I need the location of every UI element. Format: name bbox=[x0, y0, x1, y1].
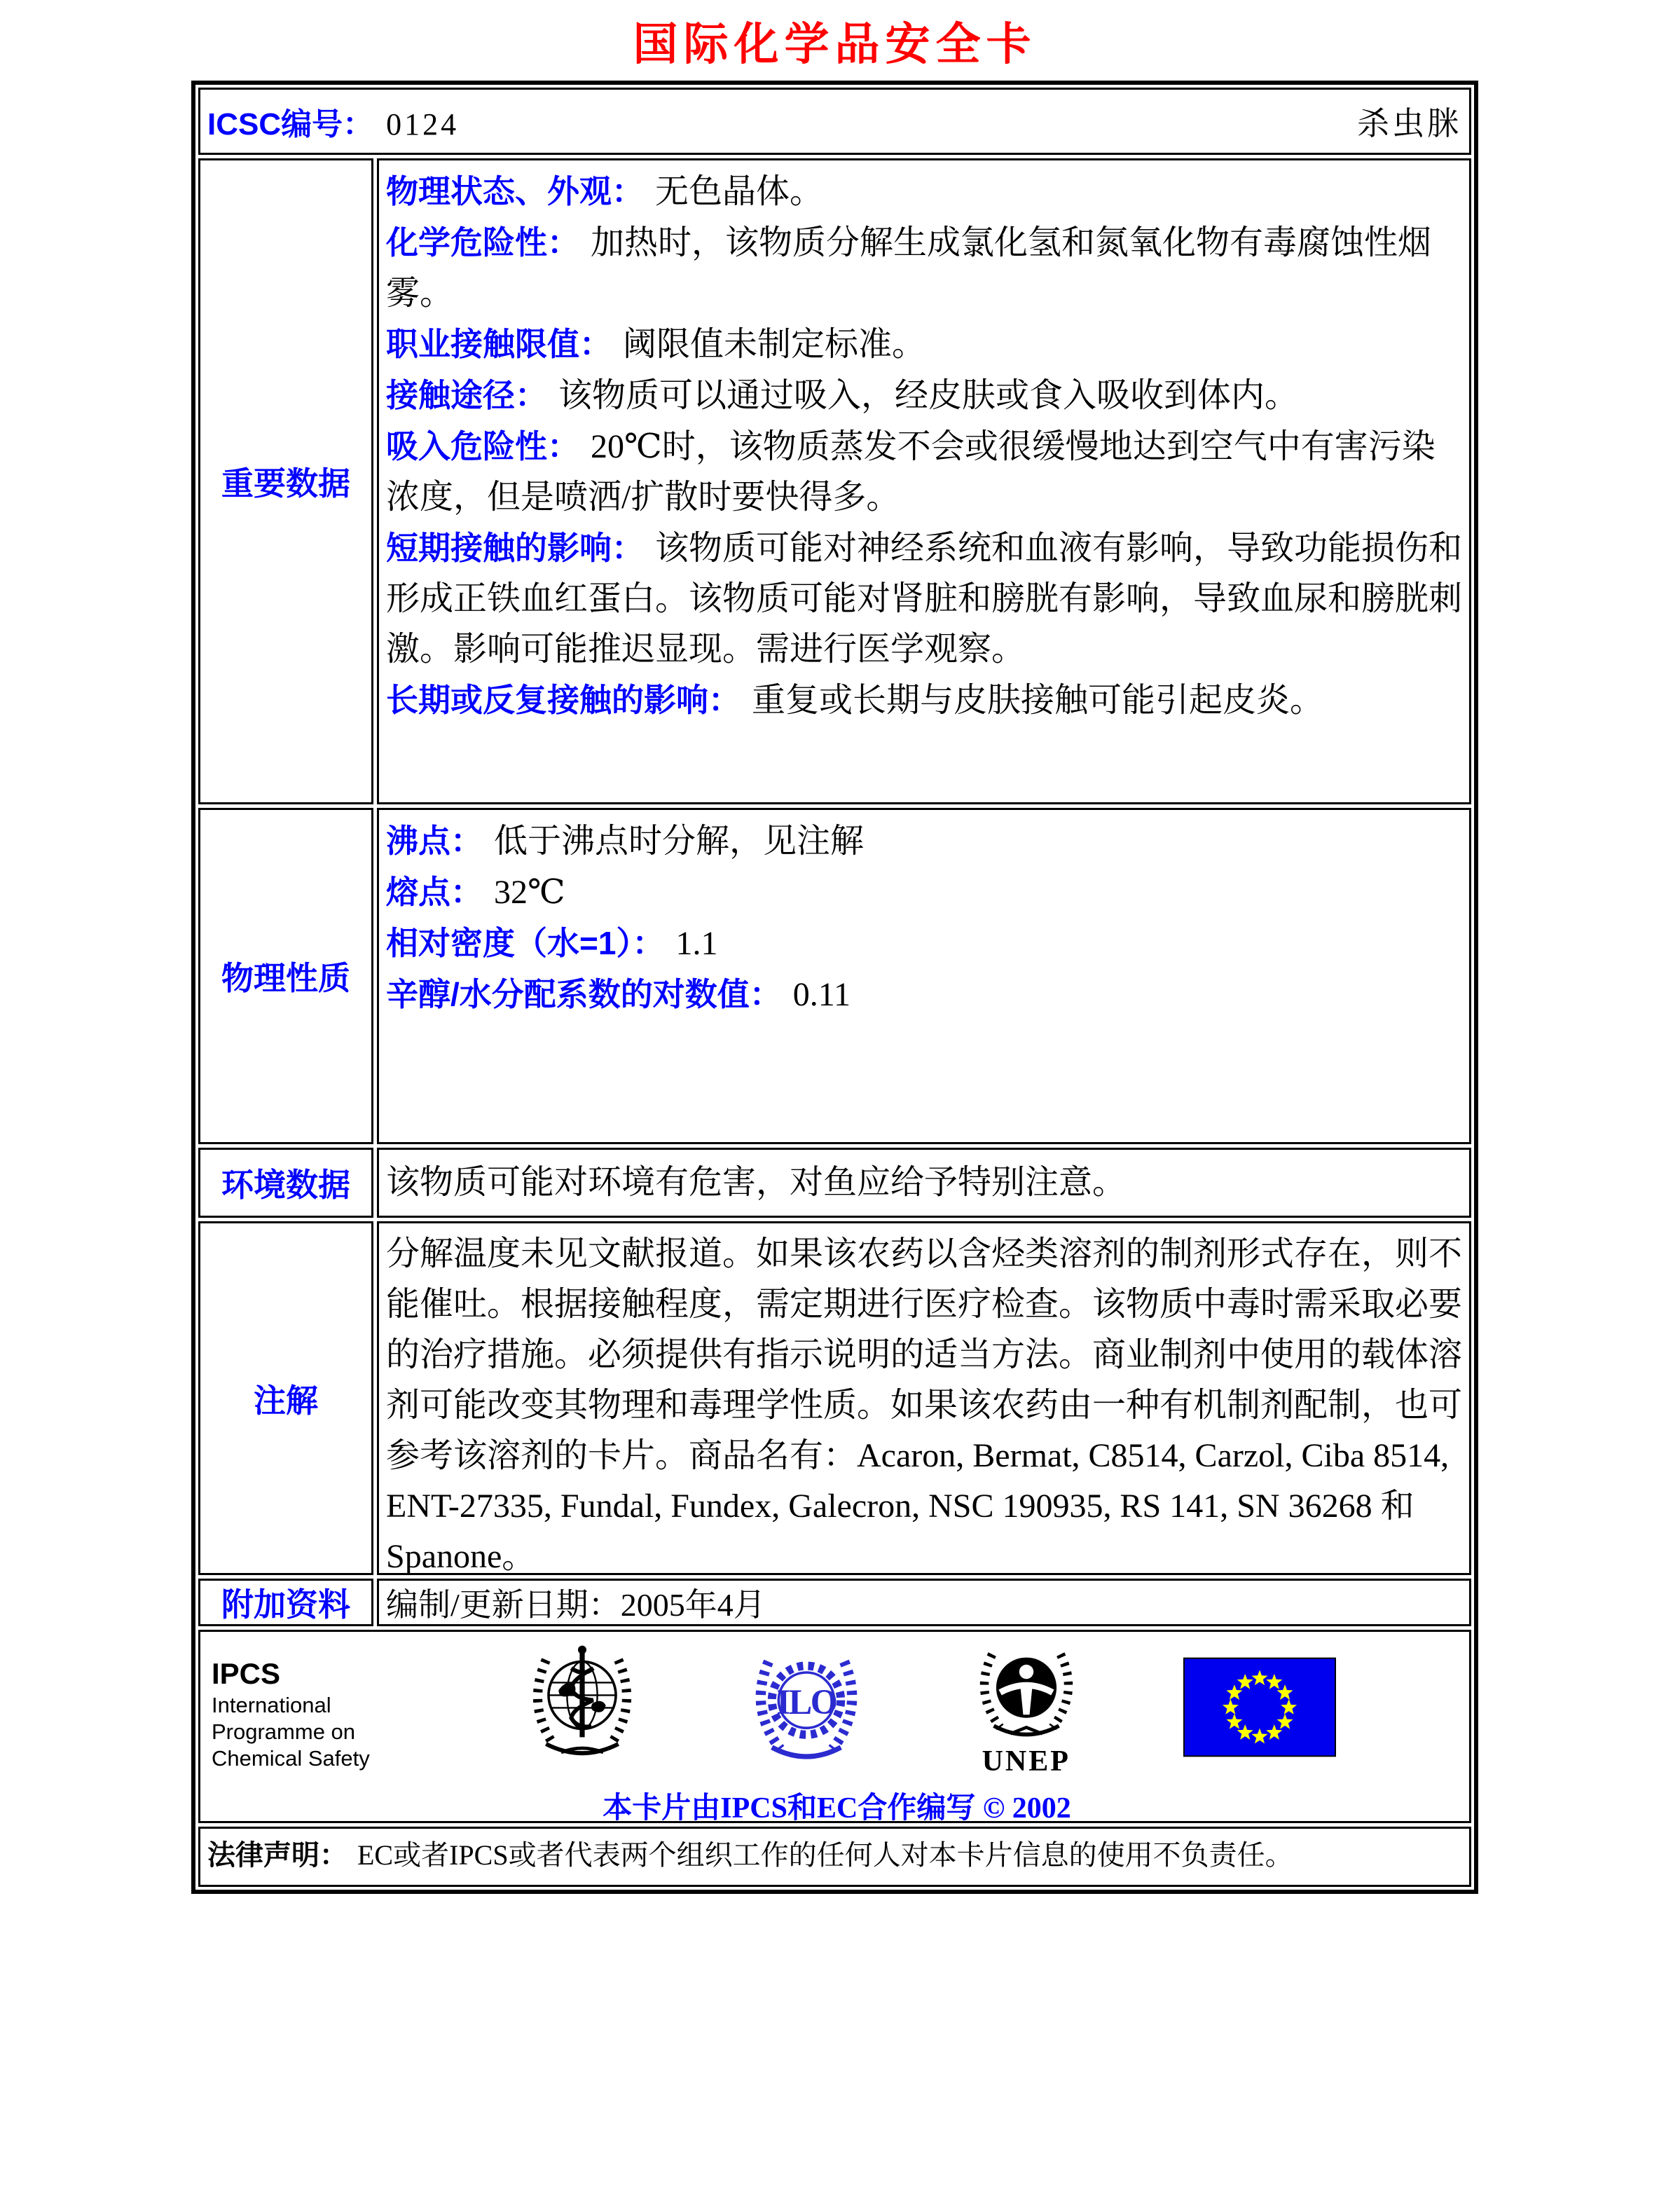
field-inhalation-risk bbox=[386, 421, 1466, 523]
environmental-data-text: 该物质可能对环境有危害，对鱼应给予特别注意。 bbox=[386, 1164, 1127, 1201]
section-label-text: 环境数据 bbox=[221, 1167, 350, 1203]
field-label: 化学危险性： bbox=[386, 224, 579, 261]
ilo-logo-text: ILO bbox=[776, 1682, 837, 1722]
field-label: 吸入危险性： bbox=[386, 428, 579, 465]
section-label-text: 注解 bbox=[254, 1382, 318, 1419]
legal-notice-label: 法律声明： bbox=[207, 1840, 347, 1871]
field-value: 1.1 bbox=[675, 925, 718, 962]
field-label: 物理状态、外观： bbox=[386, 173, 644, 209]
field-chemical-dangers bbox=[386, 217, 1466, 319]
icsc-number-group bbox=[207, 99, 459, 144]
icsc-number-row bbox=[198, 88, 1471, 155]
ipcs-subtitle-line3: Chemical Safety bbox=[212, 1746, 370, 1771]
field-value: 0.11 bbox=[792, 976, 851, 1013]
field-melting-point bbox=[386, 867, 1466, 918]
field-value: 加热时，该物质分解生成氯化氢和氮氧化物有毒腐蚀性烟雾。 bbox=[386, 224, 1432, 312]
section-label-important-data bbox=[198, 158, 373, 804]
ipcs-subtitle-line2: Programme on bbox=[212, 1719, 356, 1744]
copyright-text: © 2002 bbox=[982, 1792, 1071, 1825]
field-value: 重复或长期与皮肤接触可能引起皮炎。 bbox=[752, 682, 1324, 719]
field-value: 低于沸点时分解，见注解 bbox=[494, 823, 865, 860]
page-title: 国际化学品安全卡 bbox=[633, 19, 1037, 69]
field-value: 无色晶体。 bbox=[655, 173, 824, 210]
field-value: 32℃ bbox=[494, 874, 565, 911]
ipcs-subtitle-line1: International bbox=[212, 1693, 331, 1717]
field-label: 辛醇/水分配系数的对数值： bbox=[386, 976, 782, 1012]
field-occupational-exposure-limits bbox=[386, 319, 1466, 370]
legal-notice-row bbox=[198, 1827, 1471, 1887]
ipcs-text-block bbox=[212, 1643, 422, 1772]
physical-properties-content bbox=[377, 808, 1471, 1144]
ilo-logo-icon bbox=[743, 1643, 869, 1781]
field-long-term-effects bbox=[386, 675, 1466, 726]
field-label: 短期接触的影响： bbox=[386, 530, 644, 566]
update-date bbox=[386, 1579, 766, 1626]
safety-card-table bbox=[191, 81, 1478, 1894]
field-relative-density bbox=[386, 918, 1466, 969]
field-label: 相对密度（水=1）： bbox=[386, 925, 665, 961]
unep-logo-text: UNEP bbox=[982, 1745, 1071, 1778]
field-label: 熔点： bbox=[386, 874, 483, 910]
environmental-data-content bbox=[377, 1148, 1471, 1218]
field-short-term-effects bbox=[386, 523, 1466, 675]
ipcs-title: IPCS bbox=[212, 1657, 281, 1690]
field-routes-of-exposure bbox=[386, 370, 1466, 421]
additional-information-content bbox=[377, 1579, 1471, 1626]
section-label-text: 重要数据 bbox=[221, 465, 350, 502]
icsc-number-label: ICSC编号： bbox=[207, 107, 374, 142]
section-label-notes bbox=[198, 1221, 373, 1575]
who-logo-icon bbox=[519, 1643, 645, 1781]
credit-text: 本卡片由IPCS和EC合作编写 bbox=[603, 1792, 976, 1825]
section-label-additional-information bbox=[198, 1579, 373, 1626]
chemical-name: 杀虫脒 bbox=[1357, 106, 1462, 142]
notes-content bbox=[377, 1221, 1471, 1575]
logos-row bbox=[198, 1630, 1471, 1823]
field-physical-state bbox=[386, 166, 1466, 217]
field-value: 20℃时，该物质蒸发不会或很缓慢地达到空气中有害污染浓度，但是喷洒/扩散时要快得多。 bbox=[386, 428, 1436, 516]
update-date-label: 编制/更新日期： bbox=[386, 1587, 621, 1623]
icsc-number-value: 0124 bbox=[386, 107, 460, 142]
important-data-content bbox=[377, 158, 1471, 804]
logos-strip bbox=[212, 1643, 1462, 1783]
section-label-physical-properties bbox=[198, 808, 373, 1144]
unep-logo-block bbox=[967, 1643, 1086, 1778]
field-label: 职业接触限值： bbox=[386, 326, 612, 362]
field-octanol-water-partition bbox=[386, 969, 1466, 1020]
field-label: 接触途径： bbox=[386, 377, 547, 413]
field-value: 该物质可能对神经系统和血液有影响，导致功能损伤和形成正铁血红蛋白。该物质可能对肾脏和膀胱有影响，导致血尿和膀胱刺激。影响可能推迟显现。需进行医学观察。 bbox=[386, 530, 1463, 668]
notes-text: 分解温度未见文献报道。如果该农药以含烃类溶剂的制剂形式存在，则不能催吐。根据接触程度，需定期进行医疗检查。该物质中毒时需采取必要的治疗措施。必须提供有指示说明的适当方法。商业制剂中使用的载体溶剂可能改变其物理和毒理学性质。如果该农药由一种有机制剂配制，也可参考该溶剂的卡片。商品名有：Acaron, Bermat, C8514, Carzol, Ciba 8514, ENT-27335, Fundal, Fundex, Galecron, NSC 190935, RS 141, SN 36268 和 Spanone。 bbox=[386, 1235, 1463, 1575]
section-label-text: 物理性质 bbox=[221, 960, 350, 996]
field-value: 阈限值未制定标准。 bbox=[623, 326, 926, 363]
update-date-value: 2005年4月 bbox=[620, 1587, 766, 1623]
section-label-text: 附加资料 bbox=[221, 1586, 350, 1623]
card-credit-line bbox=[212, 1785, 1462, 1827]
legal-notice-text: EC或者IPCS或者代表两个组织工作的任何人对本卡片信息的使用不负责任。 bbox=[357, 1839, 1293, 1871]
field-value: 该物质可以通过吸入，经皮肤或食入吸收到体内。 bbox=[558, 377, 1299, 414]
section-label-environmental-data bbox=[198, 1148, 373, 1218]
field-boiling-point bbox=[386, 816, 1466, 867]
field-label: 沸点： bbox=[386, 823, 483, 859]
field-label: 长期或反复接触的影响： bbox=[386, 682, 741, 718]
eu-flag-icon bbox=[1183, 1657, 1336, 1761]
